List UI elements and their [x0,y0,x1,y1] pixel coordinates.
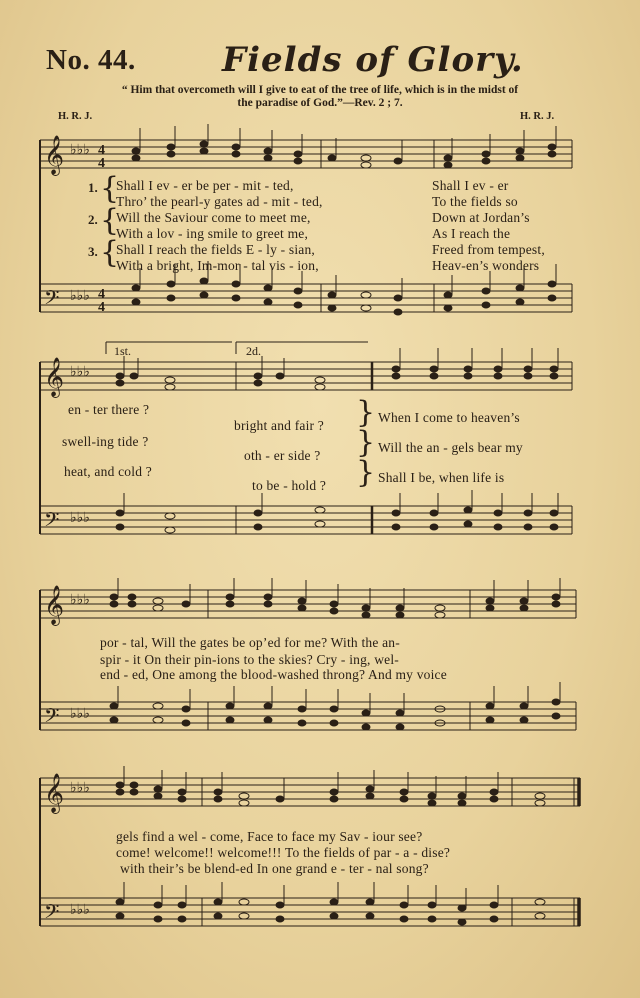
lyric-line: come! welcome!! welcome!!! To the fields of par - a - dise? [116,845,451,860]
lyric-line: As I reach the [432,226,511,241]
svg-text:♭♭♭: ♭♭♭ [70,903,90,918]
hymn-title: Fields of Glory. [222,40,524,80]
verse-number: 2. [88,212,98,227]
refrain-brace: } [356,455,376,490]
svg-text:♭♭♭: ♭♭♭ [70,289,90,304]
lyric-line: With a bright, Im-mor - tal vis - ion, [116,258,319,273]
svg-text:4: 4 [98,287,105,302]
lyric-line: por - tal, Will the gates be op’ed for me? With the an- [100,635,400,650]
lyric-line: bright and fair ? [234,418,324,433]
svg-text:♭♭♭: ♭♭♭ [70,511,90,526]
lyric-line: Freed from tempest, [432,242,545,257]
lyric-line: to be - hold ? [252,478,327,493]
verse-brace: { [100,203,120,238]
hymn-number: No. 44. [46,44,136,76]
lyric-line: heat, and cold ? [64,464,152,479]
epigraph-line: “ Him that overcometh will I give to eat of the tree of life, which is in the midst of [121,84,519,96]
verse-number: 1. [88,180,98,195]
lyric-line: Shall I ev - er be per - mit - ted, [116,178,294,193]
first-ending-label: 1st. [114,344,132,358]
lyric-line: spir - it On their pin-ions to the skies? Cry - ing, wel- [100,652,399,667]
lyric-line: gels find a wel - come, Face to face my Sav - iour see? [116,829,423,844]
verse-brace: { [100,171,120,206]
lyric-line: To the fields so [432,194,518,209]
svg-text:𝄢: 𝄢 [44,900,60,928]
svg-text:4: 4 [98,156,105,171]
svg-text:𝄞: 𝄞 [44,357,65,397]
svg-text:♭♭♭: ♭♭♭ [70,365,90,380]
svg-text:𝄞: 𝄞 [44,135,65,175]
credit-music: H. R. J. [520,111,555,122]
lyric-line: swell-ing tide ? [62,434,149,449]
second-ending-label: 2d. [246,344,261,358]
lyric-line: end - ed, One among the blood-washed throng? And my voice [100,667,447,682]
svg-text:𝄢: 𝄢 [44,704,60,732]
svg-text:♭♭♭: ♭♭♭ [70,707,90,722]
lyric-line: Shall I ev - er [432,178,509,193]
lyric-line: When I come to heaven’s [378,410,520,425]
svg-text:♭♭♭: ♭♭♭ [70,781,90,796]
credit-words: H. R. J. [58,111,93,122]
svg-text:4: 4 [98,143,105,158]
lyric-line: Will the an - gels bear my [378,440,523,455]
svg-text:𝄞: 𝄞 [44,585,65,625]
svg-text:♭♭♭: ♭♭♭ [70,143,90,158]
svg-text:♭♭♭: ♭♭♭ [70,593,90,608]
lyric-line: Will the Saviour come to meet me, [116,210,311,225]
lyric-line: en - ter there ? [68,402,150,417]
epigraph [60,84,580,110]
svg-text:𝄞: 𝄞 [44,773,65,813]
lyric-line: With a lov - ing smile to greet me, [116,226,309,241]
lyric-line: oth - er side ? [244,448,321,463]
svg-text:4: 4 [98,300,105,315]
refrain-brace: } [356,395,376,430]
lyric-line: Down at Jordan’s [432,210,530,225]
svg-text:𝄢: 𝄢 [44,508,60,536]
verse-number: 3. [88,244,98,259]
refrain-brace: } [356,425,376,460]
svg-text:𝄢: 𝄢 [44,286,60,314]
lyric-line: with their’s be blend-ed In one grand e - ter - nal song? [120,861,429,876]
lyric-line: Shall I be, when life is [378,470,505,485]
epigraph-line: the paradise of God.”—Rev. 2 ; 7. [237,97,403,109]
lyric-line: Shall I reach the fields E - ly - sian, [116,242,315,257]
verse-brace: { [100,235,120,270]
lyric-line: Heav-en’s wonders [432,258,540,273]
lyric-line: Thro’ the pearl-y gates ad - mit - ted, [116,194,323,209]
